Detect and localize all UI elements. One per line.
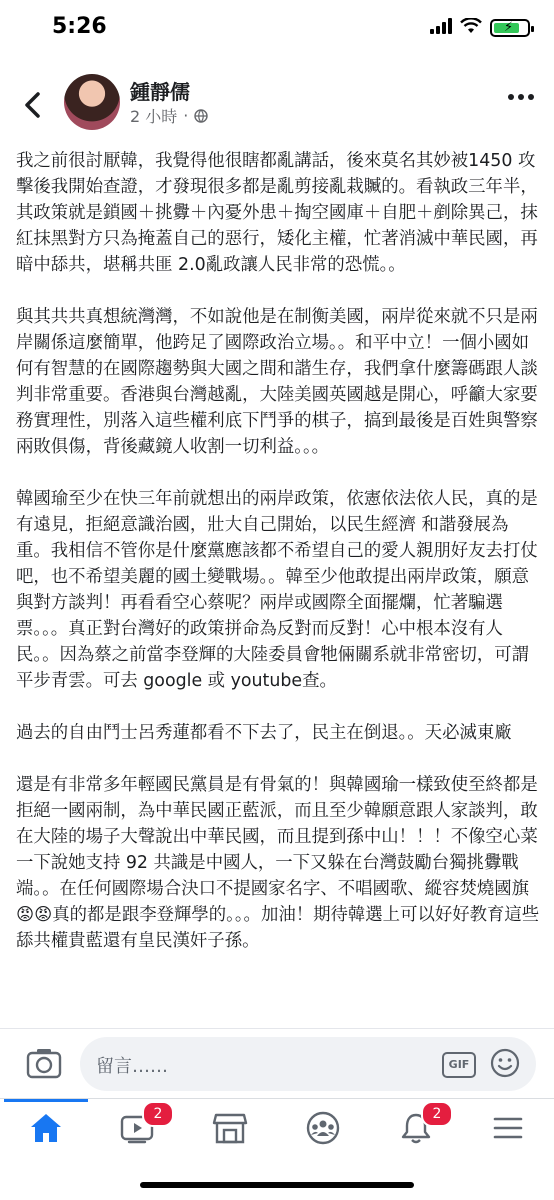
menu-icon [490, 1111, 526, 1145]
post-paragraph: 韓國瑜至少在快三年前就想出的兩岸政策，依憲依法依人民，真的是有遠見，拒絕意識治國，壯大自己開始，以民生經濟 和諧發展為重。我相信不管你是什麼黨應該都不希望自己的愛人親朋好友去打仗吧，也不希望美麗的國土變戰場。。韓至少他敢提出兩岸政策，願意與對方談判！再看看空心蔡呢？兩岸或國際全面擺爛，忙著騙選票。。。真正對台灣好的政策拼命為反對而反對！心中根本沒有人民。。因為蔡之前當李登輝的大陸委員會牠倆關系就非常密切，可謂平步青雲。可去 google 或 youtube查。 [16, 489, 538, 691]
comment-input[interactable] [80, 1037, 536, 1091]
tab-home[interactable] [11, 1099, 81, 1157]
comment-bar [0, 1028, 554, 1099]
home-indicator [140, 1182, 414, 1188]
tab-watch[interactable] [102, 1099, 172, 1157]
post-header [0, 68, 554, 142]
post-paragraph: 還是有非常多年輕國民黨員是有骨氣的！與韓國瑜一樣致使至終都是拒絕一國兩制，為中華民國正藍派，而且至少韓願意跟人家談判，敢在大陸的場子大聲說出中華民國，而且提到孫中山！！！不像空心菜一下說她支持 92 共識是中國人，一下又躲在台灣鼓勵台獨挑釁戰端。。在任何國際場合決口不提國家名字、不唱國歌、縱容焚燒國旗😡😡真的都是跟李登輝學的。。。加油！期待韓選上可以好好教育這些舔共權貴藍還有皇民漢奸子孫。 [16, 775, 540, 951]
emoji-button[interactable] [490, 1048, 520, 1078]
post-paragraph: 我之前很討厭韓，我覺得他很瞎都亂講話，後來莫名其妙被1450 攻擊後我開始查證，才發現很多都是亂剪接亂栽贓的。看執政三年半，其政策就是鎖國＋挑釁＋內憂外患＋掏空國庫＋自肥＋剷除異己，抹紅抹黑對方只為掩蓋自己的惡行，矮化主權，忙著消滅中華民國，再暗中舔共，堪稱共匪 2.0亂政讓人民非常的恐慌。。 [16, 151, 538, 275]
post-meta: 2 小時 · [130, 104, 208, 127]
more-options-icon[interactable] [508, 94, 534, 100]
post-paragraph: 與其共共真想統灣灣，不如說他是在制衡美國，兩岸從來就不只是兩岸關係這麼簡單，他跨足了國際政治立場。。和平中立！一個小國如何有智慧的在國際趨勢與大國之間和諧生存，我們拿什麼籌碼跟人談判非常重要。香港與台灣越亂，大陸美國英國越是開心，呼籲大家要務實理性，別落入這些權利底下鬥爭的棋子，搞到最後是百姓與警察兩敗俱傷，背後藏鏡人收割一切利益。。。 [16, 307, 538, 457]
camera-icon [24, 1043, 64, 1083]
tab-marketplace[interactable] [195, 1099, 265, 1157]
globe-icon [194, 109, 208, 123]
avatar[interactable] [64, 74, 120, 130]
status-icons [430, 18, 530, 38]
tab-menu[interactable] [473, 1099, 543, 1157]
tab-groups[interactable] [288, 1099, 358, 1157]
notifications-badge: 2 [421, 1101, 453, 1127]
author-name[interactable]: 鍾靜儒 [130, 80, 190, 104]
tab-bar [0, 1098, 554, 1159]
gif-button[interactable]: GIF [442, 1052, 476, 1078]
wifi-icon [460, 18, 482, 38]
battery-icon: ⚡ [490, 19, 530, 37]
back-button[interactable] [18, 88, 48, 122]
post-timestamp[interactable]: 2 小時 [130, 107, 178, 126]
status-bar [0, 0, 554, 60]
chevron-left-icon [18, 88, 48, 122]
watch-badge: 2 [142, 1101, 174, 1127]
camera-button[interactable] [24, 1043, 64, 1083]
status-time: 5:26 [52, 14, 107, 39]
signal-icon [430, 18, 452, 38]
comment-placeholder: 留言…… [96, 1056, 168, 1077]
smiley-icon [490, 1048, 520, 1078]
groups-icon [305, 1111, 341, 1145]
post-text [16, 148, 540, 980]
home-icon [28, 1111, 64, 1145]
store-icon [212, 1111, 248, 1145]
tab-notifications[interactable] [381, 1099, 451, 1157]
post-paragraph: 過去的自由鬥士呂秀蓮都看不下去了，民主在倒退。。天必滅東廠 [16, 723, 512, 743]
